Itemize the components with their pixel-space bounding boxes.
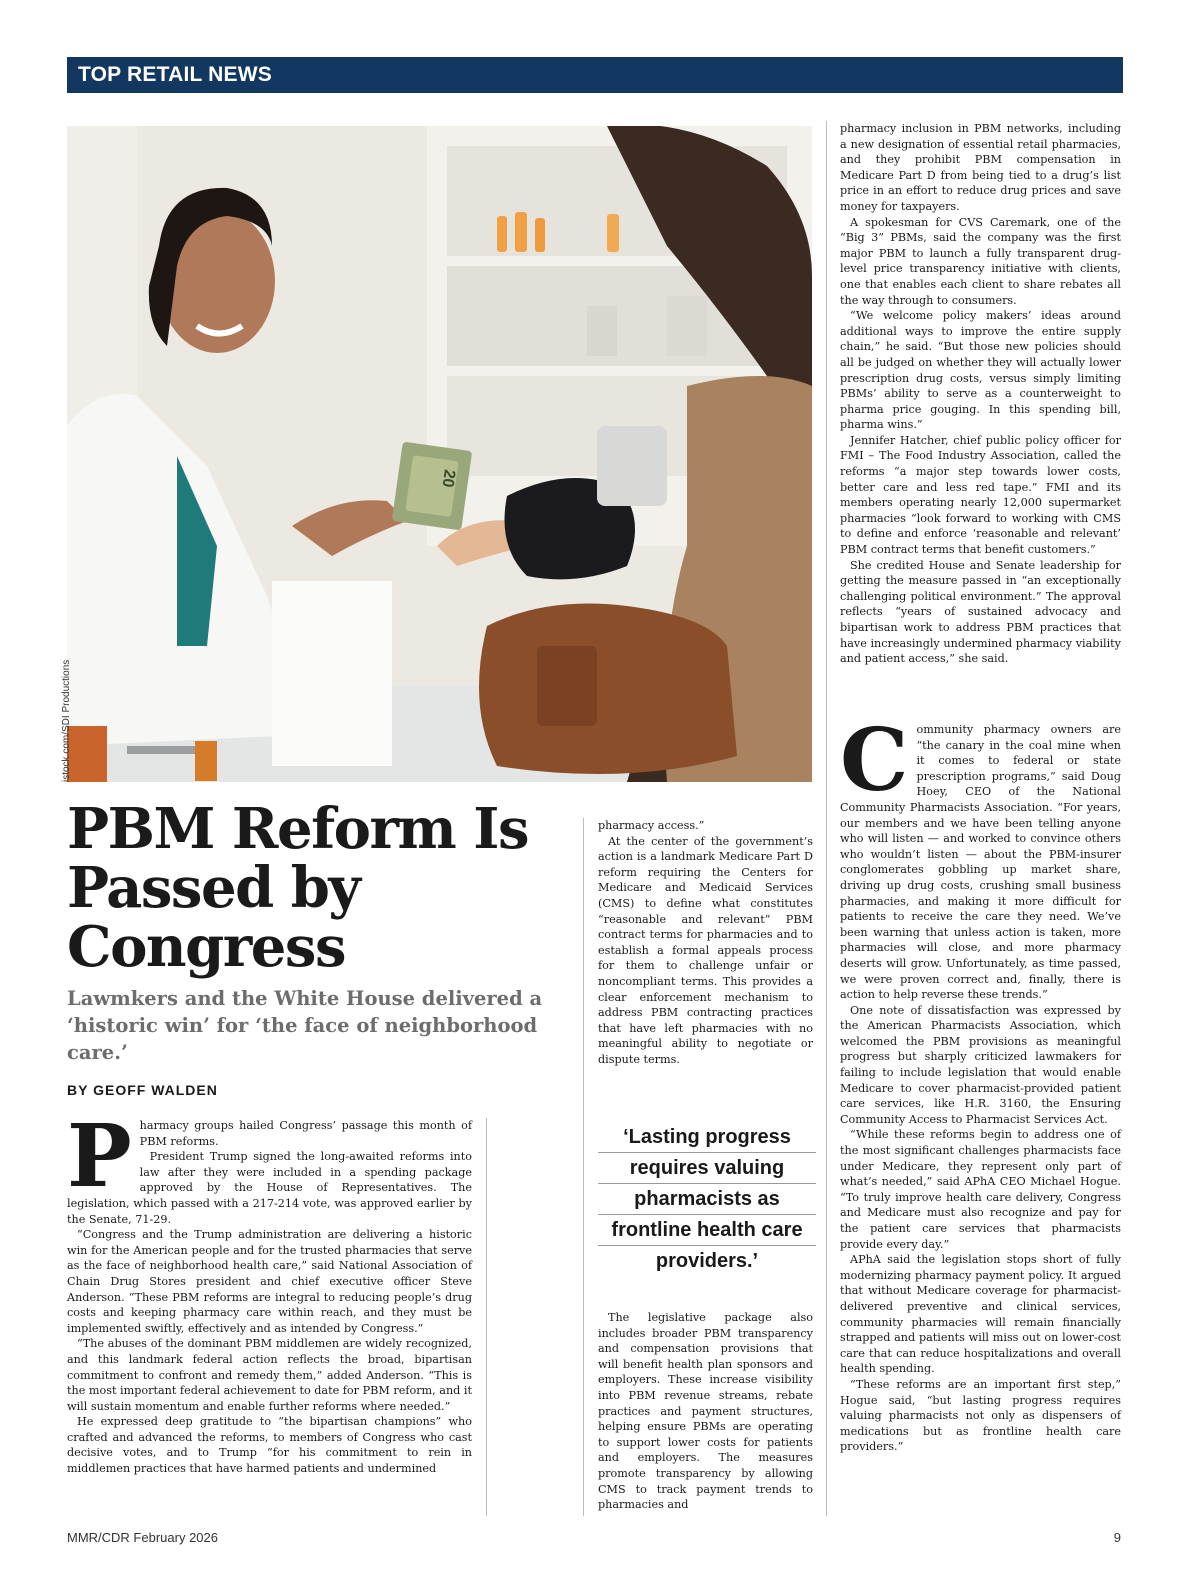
footer-publication: MMR/CDR February 2026 bbox=[67, 1530, 218, 1545]
section-header-bar bbox=[67, 57, 1123, 93]
article-photo bbox=[67, 126, 812, 782]
body-paragraph: He expressed deep gratitude to “the bipartisan champions” who crafted and advanced the reforms, to members of Congress who cast decisive votes, and to Trump “for his commitment to rein in middlemen practices that have harmed patients and undermined bbox=[67, 1415, 472, 1476]
pull-quote-line: frontline health care bbox=[598, 1215, 816, 1246]
body-paragraph: “We welcome policy makers’ ideas around additional ways to improve the entire supply chain,” he said. “But those new policies should all be judged on whether they will actually lower prescription drug costs, versus simply limiting PBMs’ ability to serve as a counterweight to pharma price gouging. In this spending bill, pharma wins.” bbox=[840, 309, 1121, 432]
body-paragraph: “Congress and the Trump administration are delivering a historic win for the American people and for the trusted pharmacies that serve as the face of neighborhood health care,” said National Association of Chain Drug Stores president and chief executive officer Steve Anderson. “These PBM reforms are integral to reducing people’s drug costs and keeping pharmacy care within reach, and they must be implemented swiftly, effectively and as intended by Congress.” bbox=[67, 1228, 472, 1335]
column-divider bbox=[486, 1118, 487, 1516]
article-deck: Lawmkers and the White House delivered a ‘historic win’ for ‘the face of neighborhood care.’ bbox=[67, 987, 543, 1064]
drop-cap: P bbox=[67, 1106, 132, 1207]
body-column-2-top bbox=[598, 818, 813, 1068]
body-paragraph: President Trump signed the long-awaited reforms into law after they were included in a spending package approved by the House of Representatives. The legislation, which passed with a 217-214 vote, was approved earlier by the Senate, 71-29. bbox=[67, 1150, 472, 1226]
section-label: TOP RETAIL NEWS bbox=[78, 63, 272, 86]
column-divider bbox=[826, 121, 827, 1516]
drop-cap: C bbox=[840, 710, 909, 811]
pull-quote-line: requires valuing bbox=[598, 1153, 816, 1184]
body-paragraph: Community pharmacy owners are “the canary in the coal mine when it comes to federal or state prescription programs,” said Doug Hoey, CEO of the National Community Pharmacists Association. “For years, our members and we have been telling anyone who will listen — and worked to convince others who wouldn’t listen — about the PBM-insurer conglomerates gobbling up market share, driving up drug costs, crushing small business pharmacies, and making it more difficult for patients to receive the care they need. We’ve been warning that unless action is taken, more pharmacies will close, and more pharmacy deserts will grow. Unfortunately, as time passed, we were proven correct and, finally, there is action to help reverse these trends.” bbox=[840, 710, 1121, 1002]
page-number: 9 bbox=[1113, 1530, 1121, 1545]
body-column-1 bbox=[67, 1106, 472, 1477]
photo-credit: istock.com/SDI Productions bbox=[61, 659, 72, 782]
body-paragraph: Pharmacy groups hailed Congress’ passage this month of PBM reforms. bbox=[67, 1106, 472, 1207]
article-headline: PBM Reform Is Passed by Congress bbox=[67, 796, 529, 980]
body-column-3-bottom bbox=[840, 710, 1121, 1455]
pull-quote-line: providers.’ bbox=[655, 1250, 759, 1272]
pull-quote-line: ‘Lasting progress bbox=[598, 1122, 816, 1153]
body-paragraph: Jennifer Hatcher, chief public policy officer for FMI – The Food Industry Association, called the reforms “a major step towards lower costs, better care and less red tape.” FMI and its members operating nearly 12,000 supermarket pharmacies “look forward to working with CMS to define and enforce ‘reasonable and relevant’ PBM contract terms that benefit customers.” bbox=[840, 433, 1121, 557]
body-paragraph: “The abuses of the dominant PBM middlemen are widely recognized, and this landmark federal action reflects the broad, bipartisan commitment to confront and remedy them,” added Anderson. “This is the most important federal achievement to date for PBM reform, and it will sustain momentum and enable further reforms where needed.” bbox=[67, 1337, 472, 1413]
column-divider bbox=[583, 818, 584, 1516]
bill-denomination: 20 bbox=[438, 468, 458, 489]
body-paragraph: One note of dissatisfaction was expressed by the American Pharmacists Association, which welcomed the PBM provisions as meaningful progress but sharply criticized lawmakers for failing to include legislation that would enable Medicare to cover pharmacist-provided patient care services, like H.R. 3160, the Ensuring Community Access to Pharmacist Services Act. bbox=[840, 1003, 1121, 1126]
body-paragraph: At the center of the government’s action is a landmark Medicare Part D reform requiring the Centers for Medicare and Medicaid Services (CMS) to define what constitutes “reasonable and relevant” PBM contract terms for pharmacies and to establish a formal appeals process for them to challenge unfair or noncompliant terms. This provides a clear enforcement mechanism to address PBM contracting practices that have left pharmacies with no meaningful ability to negotiate or dispute terms. bbox=[598, 834, 813, 1066]
body-paragraph: “While these reforms begin to address one of the most significant challenges pharmacists face under Medicare, they represent only part of what’s needed,” said APhA CEO Michael Hogue. “To truly improve health care delivery, Congress and Medicare must also recognize and pay for the patient care services that pharmacists provide every day.” bbox=[840, 1128, 1121, 1251]
body-paragraph: She credited House and Senate leadership for getting the measure passed in “an exceptionally challenging political environment.” The approval reflects “years of sustained advocacy and bipartisan work to address PBM practices that have increasingly undermined pharmacy viability and patient access,” she said. bbox=[840, 558, 1121, 666]
body-paragraph: pharmacy inclusion in PBM networks, including a new designation of essential retail pharmacies, and they prohibit PBM compensation in Medicare Part D from being tied to a drug’s list price in an effort to reduce drug prices and save money for taxpayers. bbox=[840, 122, 1121, 213]
pull-quote-line: pharmacists as bbox=[598, 1184, 816, 1215]
body-paragraph: The legislative package also includes broader PBM transparency and compensation provisions that will benefit health plan sponsors and employers. These increase visibility into PBM revenue streams, rebate practices and payment structures, helping ensure PBMs are operating to support lower costs for patients and employers. The measures promote transparency by allowing CMS to track payment trends to pharmacies and bbox=[598, 1311, 813, 1512]
byline: BY GEOFF WALDEN bbox=[67, 1082, 218, 1098]
body-paragraph: “These reforms are an important first step,” Hogue said, “but lasting progress requires valuing pharmacists not only as dispensers of medications but as frontline health care providers.” bbox=[840, 1377, 1121, 1454]
body-paragraph: APhA said the legislation stops short of fully modernizing pharmacy payment policy. It argued that without Medicare coverage for pharmacist-delivered preventive and clinical services, community pharmacies will remain financially strapped and patients will miss out on lower-cost care that can reduce hospitalizations and overall health spending. bbox=[840, 1253, 1121, 1376]
body-paragraph: A spokesman for CVS Caremark, one of the “Big 3” PBMs, said the company was the first major PBM to launch a fully transparent drug-level price transparency initiative with clients, one that enables each client to share rebates all the way through to consumers. bbox=[840, 215, 1121, 307]
body-column-3-top bbox=[840, 121, 1121, 667]
pull-quote bbox=[598, 1122, 816, 1276]
body-paragraph: pharmacy access.” bbox=[598, 819, 705, 832]
body-column-2-bottom bbox=[598, 1310, 813, 1513]
